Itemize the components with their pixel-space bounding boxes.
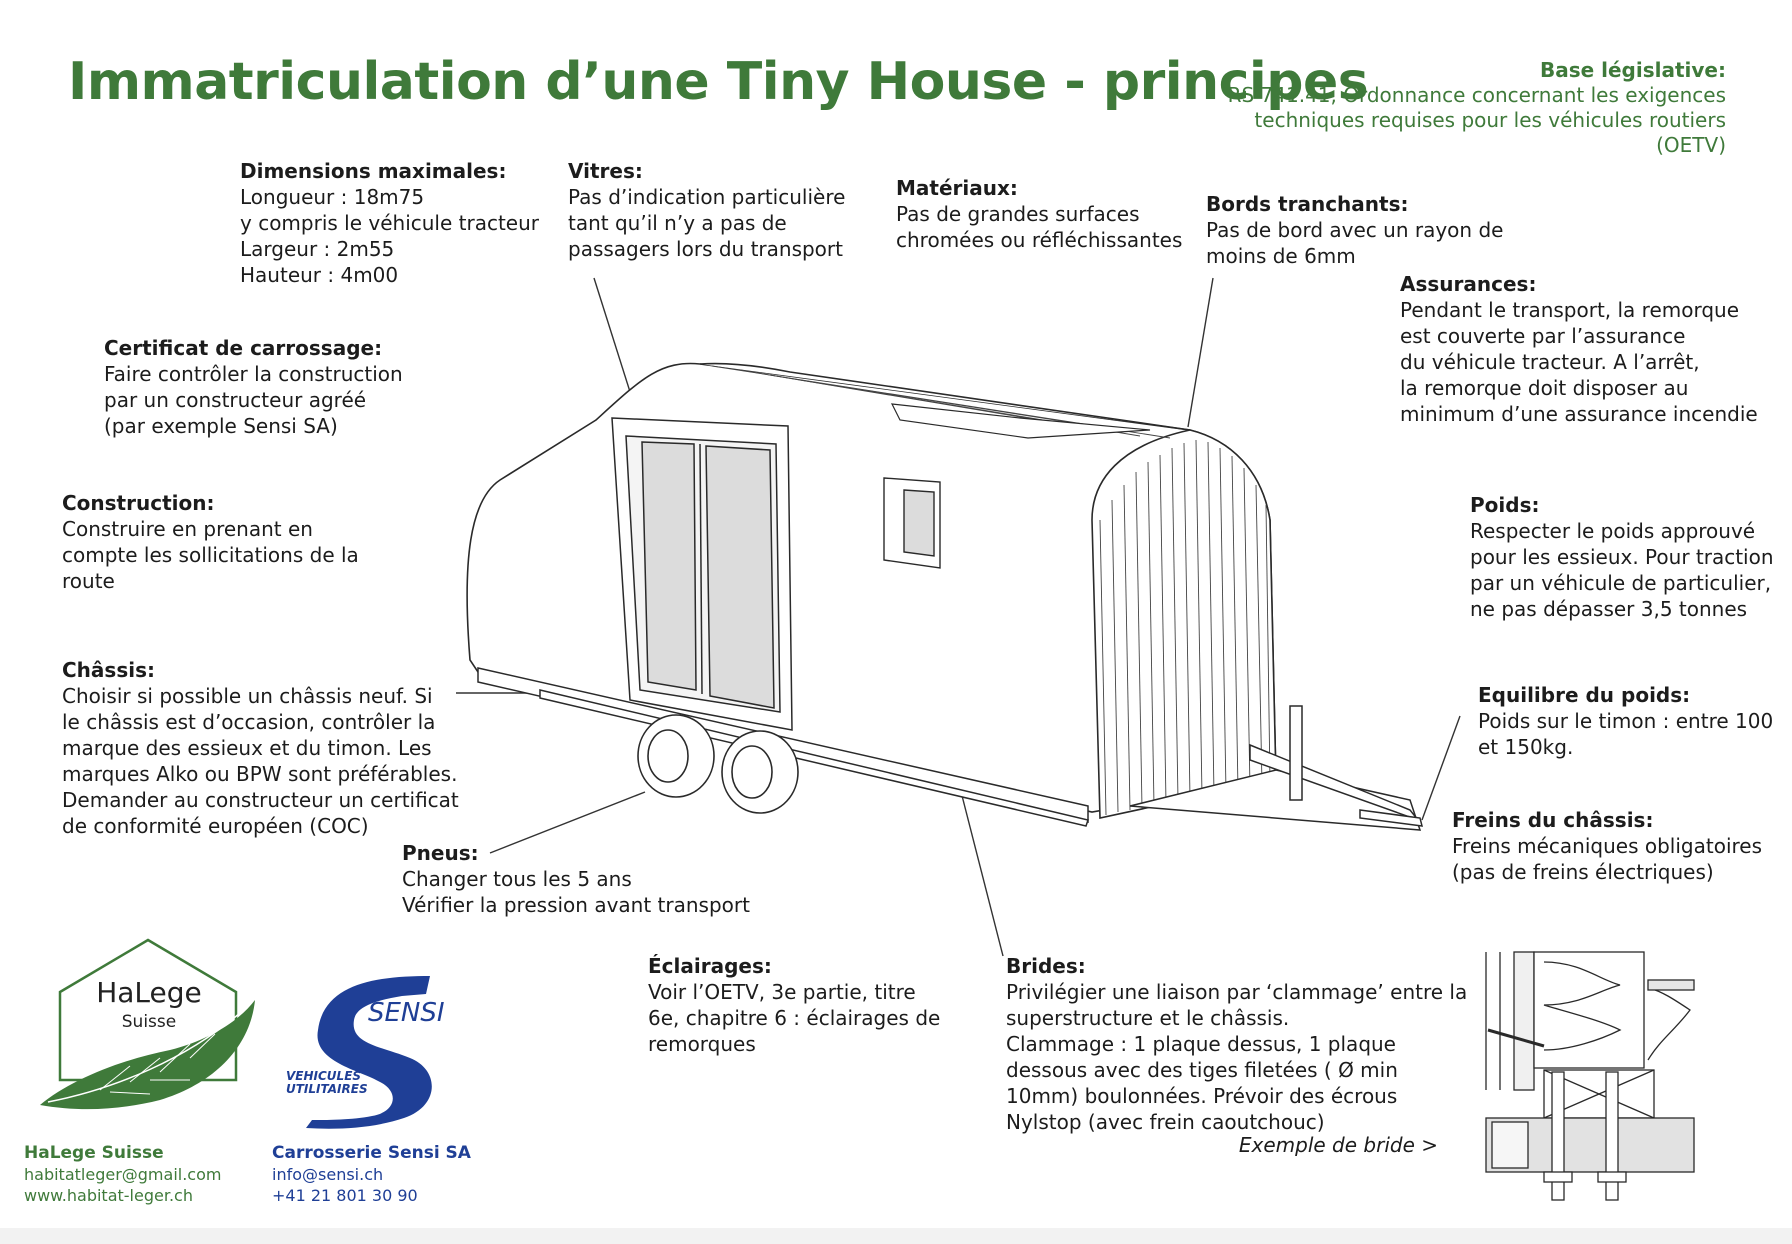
note-line: Demander au constructeur un certificat xyxy=(62,788,459,812)
note-line: pour les essieux. Pour traction xyxy=(1470,545,1774,569)
note-title: Éclairages: xyxy=(648,954,772,978)
note-line: Poids sur le timon : entre 100 xyxy=(1478,709,1774,733)
note-line: Voir l’OETV, 3e partie, titre xyxy=(648,980,916,1004)
note-line: la remorque doit disposer au xyxy=(1400,376,1689,400)
note-line: ne pas dépasser 3,5 tonnes xyxy=(1470,597,1748,621)
halege-logo-sub: Suisse xyxy=(121,1012,177,1032)
page-title: Immatriculation d’une Tiny House - principes xyxy=(68,52,1369,112)
note-line: Freins mécaniques obligatoires xyxy=(1452,834,1763,858)
contact-halege-name: HaLege Suisse xyxy=(24,1143,164,1163)
note-line: de conformité européen (COC) xyxy=(62,814,369,838)
note-line: dessous avec des tiges filetées ( Ø min xyxy=(1006,1058,1398,1082)
note-line: Pendant le transport, la remorque xyxy=(1400,298,1740,322)
note-title: Poids: xyxy=(1470,493,1540,517)
note-line: remorques xyxy=(648,1032,756,1056)
note-title: Dimensions maximales: xyxy=(240,159,507,183)
note-line: passagers lors du transport xyxy=(568,237,843,261)
note-title: Equilibre du poids: xyxy=(1478,683,1691,707)
note-line: Clammage : 1 plaque dessus, 1 plaque xyxy=(1006,1032,1396,1056)
note-line: 10mm) boulonnées. Prévoir des écrous xyxy=(1006,1084,1398,1108)
note-line: est couverte par l’assurance xyxy=(1400,324,1686,348)
note-title: Vitres: xyxy=(568,159,643,183)
note-line: du véhicule tracteur. A l’arrêt, xyxy=(1400,350,1700,374)
note-title: Assurances: xyxy=(1400,272,1537,296)
note-line: route xyxy=(62,569,115,593)
note-line: Choisir si possible un châssis neuf. Si xyxy=(62,684,433,708)
note-line: y compris le véhicule tracteur xyxy=(240,211,540,235)
note-line: 6e, chapitre 6 : éclairages de xyxy=(648,1006,941,1030)
note-line: tant qu’il n’y a pas de xyxy=(568,211,787,235)
note-line: Nylstop (avec frein caoutchouc) xyxy=(1006,1110,1325,1134)
note-line: (par exemple Sensi SA) xyxy=(104,414,338,438)
note-line: Faire contrôler la construction xyxy=(104,362,403,386)
note-line: (pas de freins électriques) xyxy=(1452,860,1714,884)
note-title: Certificat de carrossage: xyxy=(104,336,383,360)
sensi-logo-sub-2: UTILITAIRES xyxy=(286,1082,368,1096)
note-line: moins de 6mm xyxy=(1206,244,1356,268)
sensi-logo-sub-1: VEHICULES xyxy=(286,1069,362,1083)
legal-basis-title: Base législative: xyxy=(1539,58,1726,82)
note-line: Pas de grandes surfaces xyxy=(896,202,1140,226)
note-title: Bords tranchants: xyxy=(1206,192,1409,216)
contact-halege-email[interactable]: habitatleger@gmail.com xyxy=(24,1165,222,1184)
note-line: Changer tous les 5 ans xyxy=(402,867,632,891)
note-line: chromées ou réfléchissantes xyxy=(896,228,1183,252)
note-title: Brides: xyxy=(1006,954,1086,978)
note-title: Freins du châssis: xyxy=(1452,808,1654,832)
note-line: marques Alko ou BPW sont préférables. xyxy=(62,762,458,786)
contact-sensi-name: Carrosserie Sensi SA xyxy=(272,1143,471,1163)
note-line: Vérifier la pression avant transport xyxy=(402,893,750,917)
note-title: Pneus: xyxy=(402,841,479,865)
note-line: par un constructeur agréé xyxy=(104,388,367,412)
contact-sensi xyxy=(272,1142,471,1206)
note-line: Respecter le poids approuvé xyxy=(1470,519,1756,543)
contact-halege xyxy=(24,1142,221,1206)
legal-basis-text: RS 741.41, Ordonnance concernant les exigences techniques requises pour les véhicules routiers (OETV) xyxy=(1227,83,1726,157)
note-line: minimum d’une assurance incendie xyxy=(1400,402,1758,426)
contact-sensi-email[interactable]: info@sensi.ch xyxy=(272,1165,384,1184)
note-title: Matériaux: xyxy=(896,176,1018,200)
note-line: Longueur : 18m75 xyxy=(240,185,425,209)
note-line: compte les sollicitations de la xyxy=(62,543,359,567)
sensi-logo-text: SENSI xyxy=(368,998,445,1028)
note-line: marque des essieux et du timon. Les xyxy=(62,736,432,760)
note-line: par un véhicule de particulier, xyxy=(1470,571,1772,595)
note-line: Construire en prenant en xyxy=(62,517,313,541)
note-line: superstructure et le châssis. xyxy=(1006,1006,1290,1030)
sensi-logo-sub xyxy=(286,1070,368,1096)
note-line: Pas d’indication particulière xyxy=(568,185,846,209)
bride-example-label: Exemple de bride > xyxy=(1238,1133,1438,1157)
note-title: Construction: xyxy=(62,491,215,515)
note-line: et 150kg. xyxy=(1478,735,1574,759)
halege-logo-text: HaLege xyxy=(96,976,202,1009)
note-title: Châssis: xyxy=(62,658,155,682)
contact-halege-web[interactable]: www.habitat-leger.ch xyxy=(24,1186,193,1205)
contact-sensi-phone[interactable]: +41 21 801 30 90 xyxy=(272,1186,418,1205)
note-line: Largeur : 2m55 xyxy=(240,237,395,261)
note-line: le châssis est d’occasion, contrôler la xyxy=(62,710,436,734)
note-line: Hauteur : 4m00 xyxy=(240,263,399,287)
note-line: Privilégier une liaison par ‘clammage’ entre la xyxy=(1006,980,1468,1004)
note-line: Pas de bord avec un rayon de xyxy=(1206,218,1504,242)
bottom-strip xyxy=(0,1228,1792,1244)
